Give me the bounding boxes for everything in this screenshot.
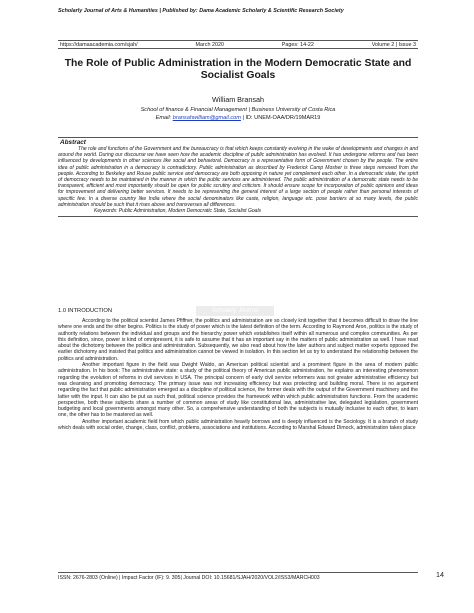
paper-id: | ID: UNEM-OAA/DR/19MAR19 — [242, 115, 321, 121]
abstract-section — [58, 137, 418, 217]
volume-issue: Volume 2 | Issue 3 — [371, 41, 416, 48]
page-range: Pages: 14-22 — [281, 41, 314, 48]
abstract-text: The role and functions of the Government and the bureaucracy is that which keeps constantly evolving in the wake of developments and changes in and around the world. During our discourse we have seen how the academic discipline of public administration has evolved. It has undergone reforms and has been influenced by developments in other sciences like social and behavioral. Democracy is a representative form of Government chosen by the people. The entire idea of public administration in a democracy is contradictory. Public administration as described by Frederick Camp Mosher is three steps removed from the people. According to Berkeley and Rouse public service and democracy are both opposing in nature yet complement each other. In a democratic state, the spirit of democracy needs to be maintained in the manner in which the public services are administered. The public administration of a democratic state needs to be transparent, efficient and most importantly should be open for public scrutiny and criticism. It should ensure scope for incorporation of public opinions and ideas for improvement and delivering better services. It needs to be representing the general interest of a large section of people rather than personal interests of specific few. In a diverse country like India where the social denominators like caste, religion, language etc. pose barriers at so many levels, the public administration should be such that it rises above and transverses all differences. — [58, 146, 418, 208]
body-paragraph: Another important figure in the field was Dwight Waldo, an American political scientist and a prominent figure in the area of modern public administration. In his book: The administrative state: a study of the political theory of American public administration, he explains an interesting phenomenon regarding the evolution of reforms in civil services in USA. The principal concern of early civil service reformers was not greater administrative efficiency but was cleansing and promoting democracy. The primary issue was not increasing efficiency but was protecting and building moral. There is no argument regarding the fact that public administration emerged as a discipline of political science, the former deals with the output of the Government machinery and the latter with the input. It can also be put as such that, political science provides the framework within which public administration functions. From the academic perspective, both these subjects share a number of common areas of study like constitutional law, administrative law, delegated legislation, government budgeting and local governments amongst many other. So, a comprehensive understanding of both the subjects is mutually inclusive to each other, to learn one, the other has to be mastered as well. — [58, 362, 418, 419]
email-link[interactable]: bransahwilliam@gmail.com — [172, 115, 241, 121]
email-label: Email: — [155, 115, 172, 121]
author-name: William Bransah — [212, 95, 264, 104]
keywords: Keywords: Public Administration, Modern Democratic State, Socialist Goals — [94, 207, 262, 214]
body-paragraph: Another important academic field from which public administration heavily borrows and is deeply influenced is the Sociology. It is a branch of study which deals with social order, change, class, conflict, problems, associations and institutions. According to Marshal Edward Dimock, administration takes place — [58, 418, 418, 432]
meta-bar — [58, 40, 418, 49]
journal-url[interactable]: https://damaacademia.com/sjah/ — [60, 41, 138, 48]
author-contact — [58, 115, 418, 121]
footer-issn: ISSN: 2676-2803 (Online) | Impact Factor (IF): 9. 305| Journal DOI: 10.15681/SJAH/2020/VOL2/ISS3/MARCH003 — [58, 572, 418, 581]
paper-title: The Role of Public Administration in the Modern Democratic State and Socialist Goals — [64, 58, 412, 82]
introduction-heading: 1.0 INTRODUCTION — [58, 308, 113, 314]
body-paragraph: According to the political scientist James Pfiffner, the politics and administration are so closely knit together that it becomes difficult to draw the line where one ends and the other begins. Politics is the study of power which is the latest definition of the term. According to Raymond Aron, politics is the study of authority relations between the individual and groups and the hierarchy power which establishes itself within all numerous and complex communities. As per this definition, since, power is kind of omnipresent, it is safe to assume that it has an important say in the matters of public administration as well. I have read about the dichotomy between the politics and administration. Subsequently, we also read about how the later authors and subject matter experts opposed the earlier dichotomy and insisted that politics and administration cannot be viewed in isolation. In this section let us try to understand the relationship between the politics and administration. — [58, 318, 418, 362]
journal-header: Scholarly Journal of Arts & Humanities | Published by: Dama Academic Scholarly & Scientific Research Society — [58, 8, 344, 14]
author-affiliation: School of finance & Financial Management | Business University of Costa Rica — [140, 107, 336, 113]
publication-date: March 2020 — [195, 41, 224, 48]
abstract-heading: Abstract — [60, 139, 86, 146]
watermark: Scholarly Journal — [196, 306, 274, 316]
page-number: 14 — [436, 570, 444, 579]
body-text — [58, 318, 418, 431]
